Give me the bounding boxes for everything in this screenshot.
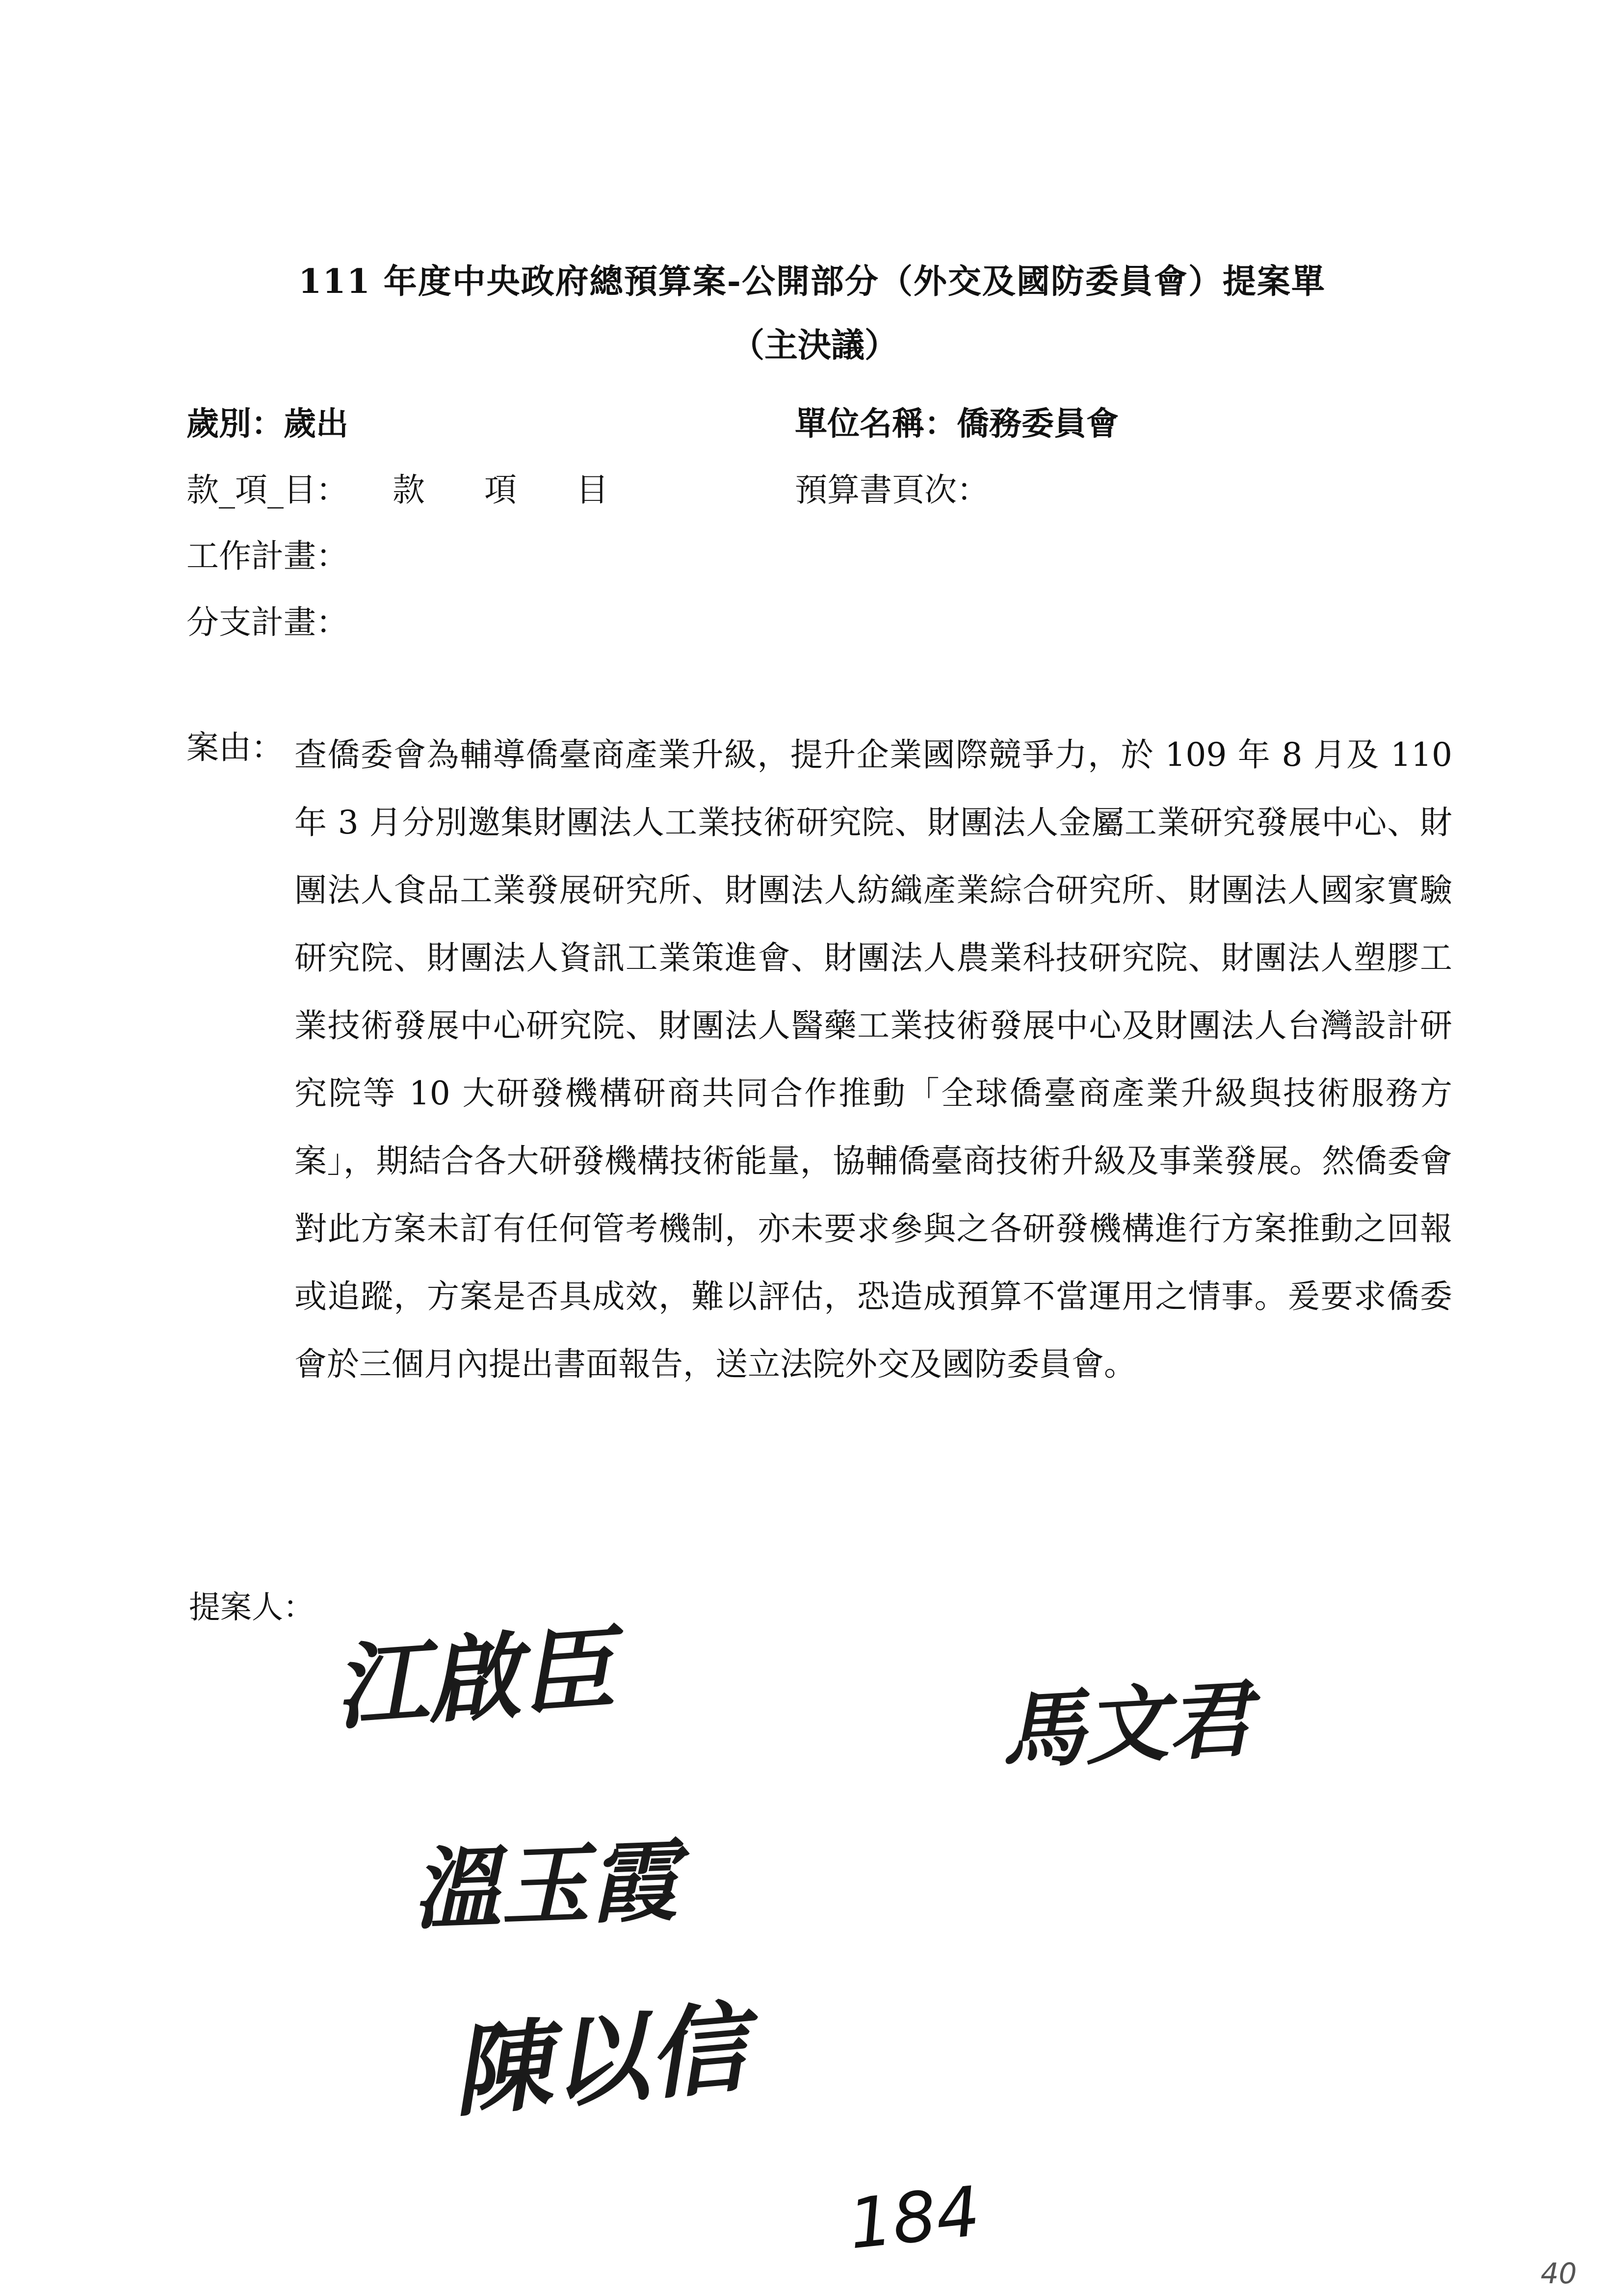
document-title: 111 年度中央政府總預算案-公開部分（外交及國防委員會）提案單 [298,262,1326,301]
branch-plan-field: 分支計畫： [186,603,348,641]
page-number-handwritten: 184 [845,2171,984,2265]
work-plan-field: 工作計畫： [186,537,348,575]
signature-2: 馬文君 [998,1670,1254,1781]
signature-4: 陳以信 [447,1990,751,2131]
budget-page-field: 預算書頁次： [795,471,989,509]
item-field [186,464,633,510]
item-value: 款 項 目 [393,471,633,509]
signature-1: 江啟臣 [330,1614,618,1743]
case-label: 案由： [186,729,284,766]
page-number-corner: 40 [1541,2257,1577,2290]
signature-3: 溫玉霞 [410,1829,680,1942]
category-field: 歲別：歲出 [186,404,348,443]
item-label: 款_項_目： [186,471,348,509]
unit-field: 單位名稱：僑務委員會 [795,404,1119,443]
case-body: 查僑委會為輔導僑臺商產業升級，提升企業國際競爭力，於 109 年 8 月及 110 年 3 月分別邀集財團法人工業技術研究院、財團法人金屬工業研究發展中心、財團法人食品工業發展研究所、財團法人紡織產業綜合研究所、財團法人國家實驗研究院、財團法人資訊工業策進會、財團法人農業科技研究院、財團法人塑膠工業技術發展中心研究院、財團法人醫藥工業技術發展中心及財團法人台灣設計研究院等 10 大研發機構研商共同合作推動「全球僑臺商產業升級與技術服務方案」，期結合各大研發機構技術能量，協輔僑臺商技術升級及事業發展。然僑委會對此方案未訂有任何管考機制，亦未要求參與之各研發機構進行方案推動之回報或追蹤，方案是否具成效，難以評估，恐造成預算不當運用之情事。爰要求僑委會於三個月內提出書面報告，送立法院外交及國防委員會。 [294,736,1452,1383]
document-subtitle: （主決議） [731,326,898,365]
proposer-label: 提案人： [189,1590,314,1626]
